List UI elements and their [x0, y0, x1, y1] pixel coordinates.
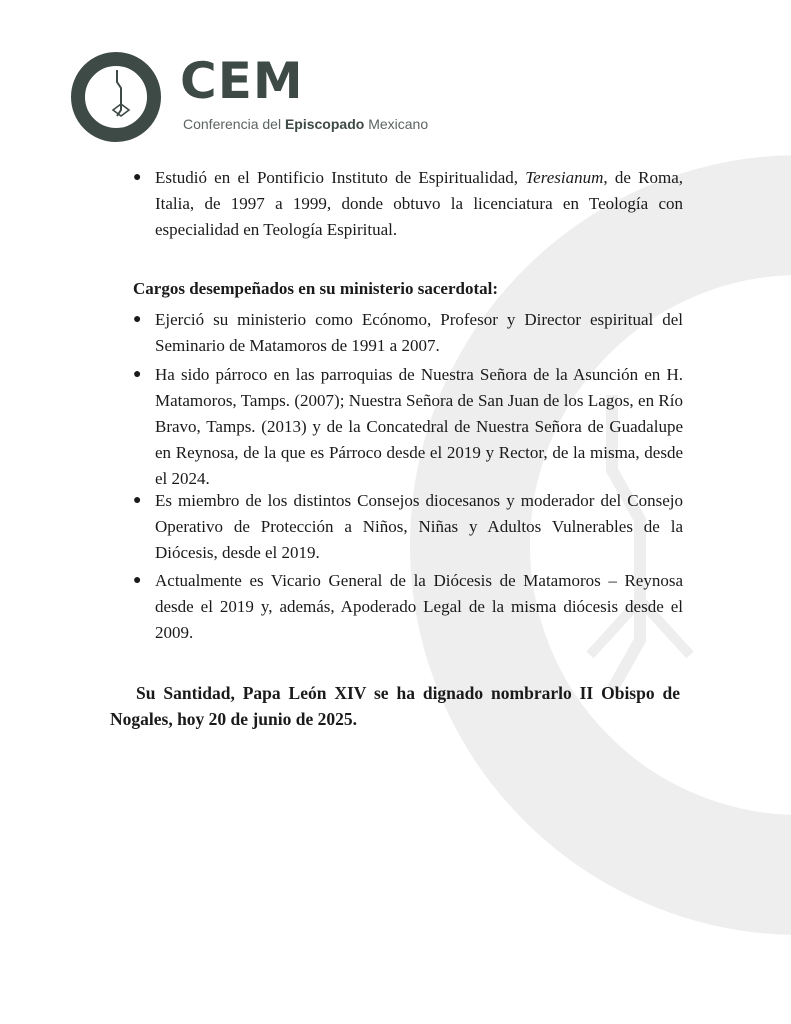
bullet-icon: ● [133, 170, 142, 185]
intro-paragraph: Estudió en el Pontificio Instituto de Espiritualidad, Teresianum, de Roma, Italia, de 1997 a 1999, donde obtuvo la licenciatura en Teología con especialidad en Teología Espiritual. [155, 168, 683, 239]
list-item: Actualmente es Vicario General de la Diócesis de Matamoros – Reynosa desde el 2019 y, además, Apoderado Legal de la misma diócesis desde el 2009. [155, 571, 683, 642]
list-item: Ha sido párroco en las parroquias de Nuestra Señora de la Asunción en H. Matamoros, Tamps. (2007); Nuestra Señora de San Juan de los Lagos, en Río Bravo, Tamps. (2013) y de la Concatedral de Nuestra Señora de Guadalupe en Reynosa, de la que es Párroco desde el 2019 y Rector, de la misma, desde el 2024. [155, 365, 683, 488]
cem-emblem-icon [70, 52, 170, 142]
bullet-icon: ● [133, 573, 142, 588]
closing-statement: Su Santidad, Papa León XIV se ha dignado nombrarlo II Obispo de Nogales, hoy 20 de junio de 2025. [110, 683, 680, 729]
bullet-icon: ● [133, 312, 142, 327]
list-item: Es miembro de los distintos Consejos diocesanos y moderador del Consejo Operativo de Protección a Niños, Niñas y Adultos Vulnerables de la Diócesis, desde el 2019. [155, 491, 683, 562]
section-heading: Cargos desempeñados en su ministerio sacerdotal: [133, 279, 499, 298]
list-item: Ejerció su ministerio como Ecónomo, Profesor y Director espiritual del Seminario de Matamoros de 1991 a 2007. [155, 310, 683, 355]
logo-subtitle: Conferencia del Episcopado Mexicano [183, 116, 429, 132]
header-logo [70, 52, 470, 142]
bullet-icon: ● [133, 367, 142, 382]
logo-wordmark: CEM [180, 52, 304, 110]
bullet-icon: ● [133, 493, 142, 508]
